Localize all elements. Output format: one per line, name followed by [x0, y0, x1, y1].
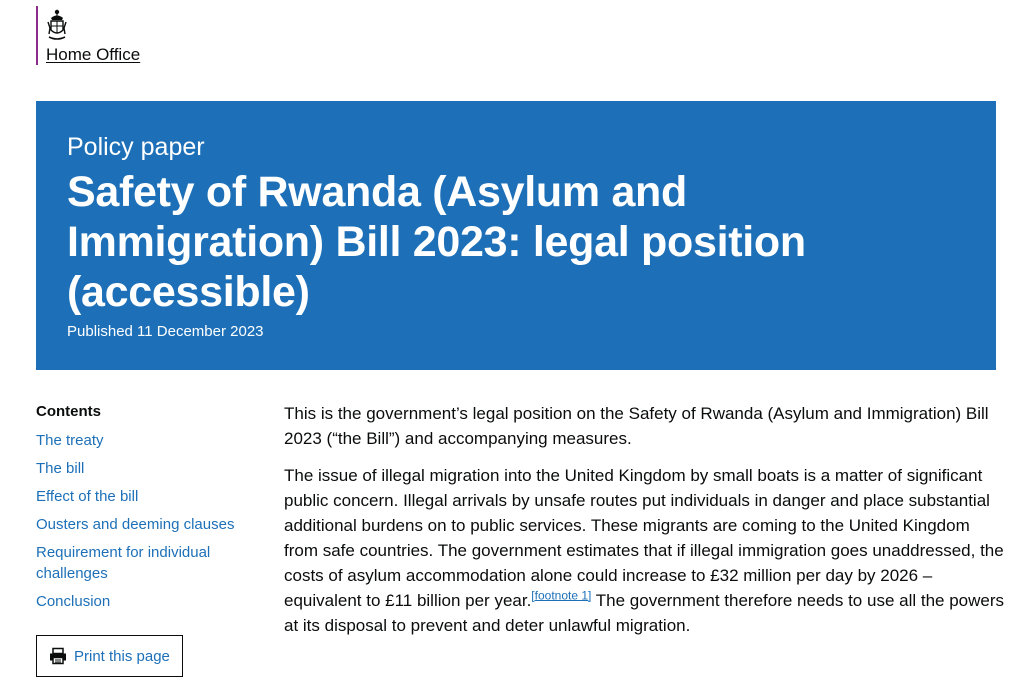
contents-list — [36, 430, 266, 612]
body-paragraph-1: This is the government’s legal position on the Safety of Rwanda (Asylum and Immigration) Bill 2023 (“the Bill”) and accompanying measures. — [284, 404, 989, 448]
contents-item-the-treaty — [36, 430, 266, 451]
document-body — [284, 401, 1004, 650]
contents-heading: Contents — [36, 403, 101, 420]
royal-coat-of-arms-icon — [46, 8, 68, 42]
body-paragraph-2 — [284, 463, 1004, 638]
contents-item-the-bill — [36, 458, 266, 479]
contents-link-conclusion[interactable]: Conclusion — [36, 593, 111, 610]
document-type-caption: Policy paper — [67, 133, 205, 161]
contents-link-the-treaty[interactable]: The treaty — [36, 432, 104, 449]
contents-link-ousters[interactable]: Ousters and deeming clauses — [36, 516, 235, 533]
contents-item-conclusion — [36, 591, 266, 612]
contents-item-individual-challenges — [36, 542, 266, 584]
contents-item-effect-of-the-bill — [36, 486, 266, 507]
print-button-label: Print this page — [74, 647, 170, 665]
contents-link-the-bill[interactable]: The bill — [36, 460, 85, 477]
body-paragraph-2-text: The issue of illegal migration into the United Kingdom by small boats is a matter of significant public concern. Illegal arrivals by unsafe routes put individuals in danger and place substantial additional burdens on to public services. These migrants are coming to the United Kingdom from safe countries. The government estimates that if illegal immigration goes unaddressed, the costs of asylum accommodation alone could increase to £32 million per day by 2026 – equivalent to £11 billion per year. — [284, 466, 1004, 610]
published-date: Published 11 December 2023 — [67, 323, 264, 340]
contents-item-ousters — [36, 514, 266, 535]
page-title: Safety of Rwanda (Asylum and Immigration) Bill 2023: legal position (accessible) — [67, 168, 806, 316]
organisation-link[interactable]: Home Office — [46, 45, 141, 64]
contents-link-individual-challenges[interactable]: Requirement for individual challenges — [36, 544, 211, 582]
contents-nav — [36, 403, 266, 619]
organisation-logo[interactable] — [36, 6, 140, 65]
title-banner — [36, 101, 996, 370]
printer-icon — [49, 647, 67, 665]
footnote-1-link[interactable]: [footnote 1] — [531, 588, 592, 603]
body-paragraph-2-continued: The government therefore needs to use all the powers at its disposal to prevent and deter unlawful migration. — [284, 591, 1005, 635]
contents-link-effect-of-the-bill[interactable]: Effect of the bill — [36, 488, 139, 505]
print-button[interactable] — [36, 635, 183, 677]
